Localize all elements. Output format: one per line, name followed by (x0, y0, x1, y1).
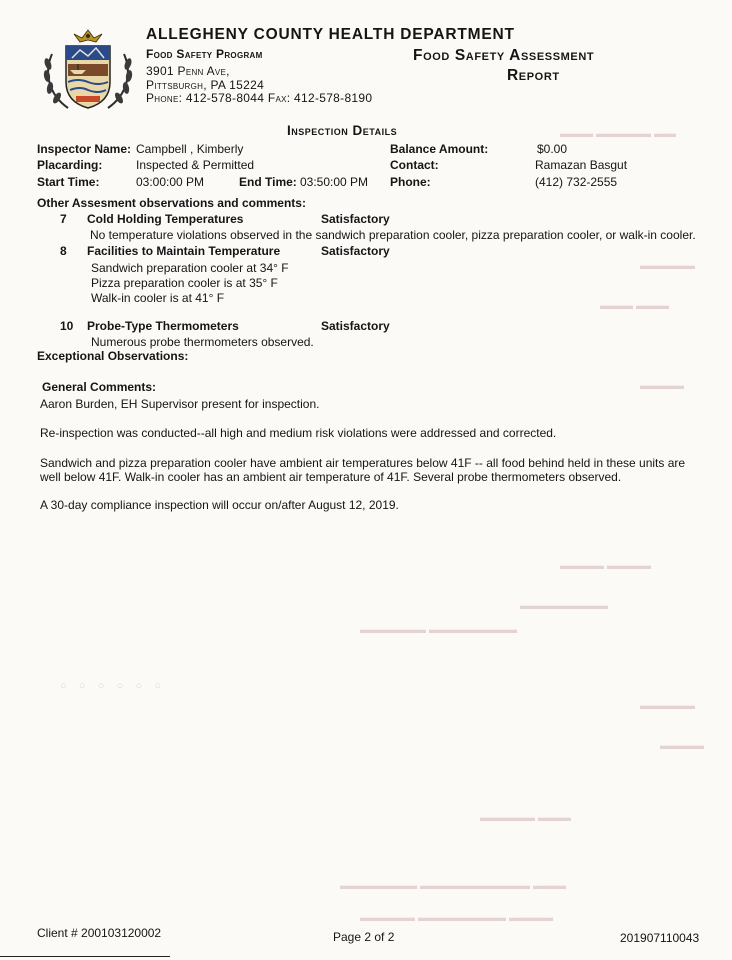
footer-rule (0, 956, 170, 957)
address-line-2: Pittsburgh, PA 15224 (146, 78, 265, 92)
observation-title: Probe-Type Thermometers (87, 319, 239, 333)
program-name: Food Safety Program (146, 47, 263, 61)
observation-title: Facilities to Maintain Temperature (87, 244, 281, 258)
phone-value: (412) 732-2555 (535, 175, 618, 189)
end-time-label: End Time: (239, 175, 297, 189)
observation-status: Satisfactory (321, 319, 390, 333)
county-seal-logo (38, 24, 138, 116)
inspector-value: Campbell , Kimberly (136, 142, 244, 156)
observation-number: 10 (60, 319, 74, 333)
start-time-value: 03:00:00 PM (136, 175, 205, 189)
page-number: Page 2 of 2 (333, 930, 395, 944)
observation-status: Satisfactory (321, 212, 390, 226)
reinspection-comment: Re-inspection was conducted--all high and medium risk violations were addressed and corrected. (40, 426, 557, 440)
coolers-comment-line-1: Sandwich and pizza preparation cooler have ambient air temperatures below 41F -- all food behind held in these units are (40, 456, 686, 470)
compliance-comment: A 30-day compliance inspection will occur on/after August 12, 2019. (40, 498, 399, 512)
observation-comment: Walk-in cooler is at 41° F (91, 291, 225, 305)
phone-fax: Phone: 412-578-8044 Fax: 412-578-8190 (146, 91, 373, 105)
contact-label: Contact: (390, 158, 439, 172)
agency-title: ALLEGHENY COUNTY HEALTH DEPARTMENT (146, 26, 515, 43)
contact-value: Ramazan Basgut (535, 158, 628, 172)
observation-status: Satisfactory (321, 244, 390, 258)
observation-comment: Numerous probe thermometers observed. (91, 335, 314, 349)
balance-value: $0.00 (537, 142, 568, 156)
report-title-line-2: Report (507, 67, 560, 84)
section-title-inspection-details: Inspection Details (287, 123, 398, 138)
exceptional-observations-label: Exceptional Observations: (37, 349, 189, 363)
report-page: ▬▬▬ ▬▬▬▬▬ ▬▬ ▬▬▬▬▬ ▬▬▬ ▬▬▬ ▬▬▬▬ ▬▬▬▬ ▬▬▬▬ ▬▬▬▬▬▬▬▬ ▬▬▬▬▬▬ ▬▬▬▬▬▬▬▬ ○ ○ ○ ○ ○ ○ ▬▬▬▬▬ ▬▬▬▬ ▬▬▬▬▬ ▬▬▬ ▬▬▬▬▬▬▬ ▬▬▬▬▬▬▬▬▬▬ ▬▬▬ ▬▬▬▬▬ ▬▬▬▬▬▬▬▬ ▬▬▬▬ ALLEGHENY COUNTY HEALTH DEPARTMENT Food Safety Program 3901 Penn Ave, Pittsburgh, PA 15224 Phone: 412-578-8044 Fax: 412-578-8190 Food Safety Assessment Report Inspection Details Inspector Name: Campbell , Kimberly Placarding: Inspected & Permitted Start Time: 03:00:00 PM End Time: 03:50:00 PM Balance Amount: $0.00 Contact: Ramazan Basgut Phone: (412) 732-2555 Other Assesment observations and comments: 7 Cold Holding Temperatures Satisfactory No temperature violations observed in the sandwich preparation cooler, pizza preparation cooler, or walk-in cooler. 8 Facilities to Maintain Temperature Satisfactory Sandwich preparation cooler at 34° F Pizza preparation cooler is at 35° F Walk-in cooler is at 41° F 10 Probe-Type Thermometers Satisfactory Numerous probe thermometers observed. Exceptional Observations: General Comments: Aaron Burden, EH Supervisor present for inspection. Re-inspection was conducted--all high and medium risk violations were addressed and corrected. Sandwich and pizza preparation cooler have ambient air temperatures below 41F -- all food behind held in these units are well below 41F. Walk-in cooler has an ambient air temperature of 41F. Several probe thermometers observed. A 30-day compliance inspection will occur on/after August 12, 2019. Client # 200103120002 Page 2 of 2 201907110043 (0, 0, 732, 960)
observation-number: 8 (60, 244, 67, 258)
report-title-line-1: Food Safety Assessment (413, 47, 595, 64)
observation-comment: No temperature violations observed in the sandwich preparation cooler, pizza preparation cooler, or walk-in cooler. (90, 228, 696, 242)
report-id: 201907110043 (620, 931, 700, 945)
start-time-label: Start Time: (37, 175, 100, 189)
inspector-label: Inspector Name: (37, 142, 132, 156)
observation-comment: Sandwich preparation cooler at 34° F (91, 261, 289, 275)
client-number: Client # 200103120002 (37, 926, 162, 940)
coolers-comment-line-2: well below 41F. Walk-in cooler has an ambient air temperature of 41F. Several probe thermometers observed. (40, 470, 622, 484)
observation-comment: Pizza preparation cooler is at 35° F (91, 276, 278, 290)
placarding-value: Inspected & Permitted (136, 158, 255, 172)
observation-title: Cold Holding Temperatures (87, 212, 244, 226)
supervisor-comment: Aaron Burden, EH Supervisor present for inspection. (40, 397, 320, 411)
placarding-label: Placarding: (37, 158, 103, 172)
balance-label: Balance Amount: (390, 142, 489, 156)
observations-heading: Other Assesment observations and comments: (37, 196, 306, 210)
end-time-value: 03:50:00 PM (300, 175, 369, 189)
phone-label: Phone: (390, 175, 431, 189)
general-comments-label: General Comments: (42, 380, 157, 394)
address-line-1: 3901 Penn Ave, (146, 64, 230, 78)
observation-number: 7 (60, 212, 67, 226)
